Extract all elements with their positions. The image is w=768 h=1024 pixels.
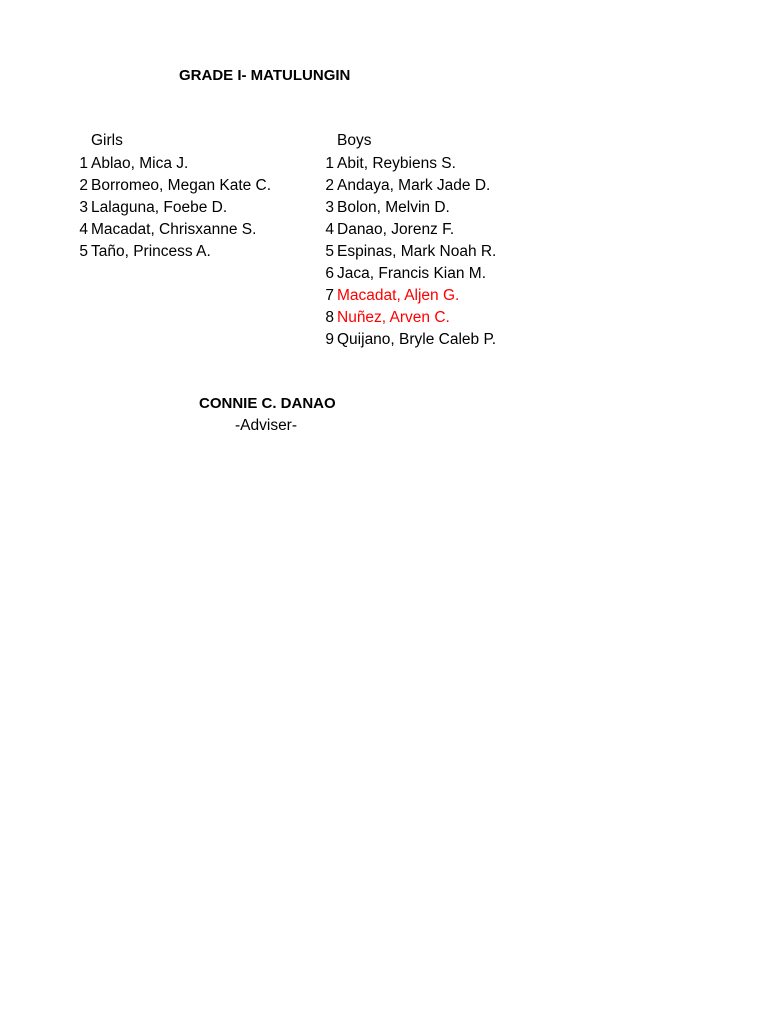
girls-list-item	[70, 219, 271, 241]
student-name: Quijano, Bryle Caleb P.	[337, 331, 497, 348]
student-name: Danao, Jorenz F.	[337, 221, 455, 238]
page-title: GRADE I- MATULUNGIN	[179, 67, 351, 84]
boys-list-item-highlighted	[316, 307, 496, 329]
student-name: Andaya, Mark Jade D.	[337, 177, 491, 194]
boys-list-item	[316, 329, 496, 351]
boys-column-header: Boys	[337, 132, 372, 149]
student-name: Lalaguna, Foebe D.	[91, 199, 228, 216]
student-name: Macadat, Chrisxanne S.	[91, 221, 257, 238]
row-number: 3	[325, 199, 334, 216]
girls-list-item	[70, 175, 271, 197]
row-number: 3	[79, 199, 88, 216]
student-name: Nuñez, Arven C.	[337, 309, 450, 326]
boys-list	[316, 153, 496, 351]
row-number: 7	[325, 287, 334, 304]
boys-list-item	[316, 197, 496, 219]
adviser-name: CONNIE C. DANAO	[199, 395, 336, 412]
row-number: 4	[79, 221, 88, 238]
student-name: Bolon, Melvin D.	[337, 199, 450, 216]
student-name: Macadat, Aljen G.	[337, 287, 460, 304]
boys-list-item	[316, 175, 496, 197]
girls-list-item	[70, 153, 271, 175]
boys-list-item	[316, 153, 496, 175]
student-name: Ablao, Mica J.	[91, 155, 189, 172]
row-number: 5	[79, 243, 88, 260]
row-number: 2	[325, 177, 334, 194]
row-number: 8	[325, 309, 334, 326]
row-number: 2	[79, 177, 88, 194]
row-number: 5	[325, 243, 334, 260]
row-number: 1	[79, 155, 88, 172]
row-number: 1	[325, 155, 334, 172]
row-number: 9	[325, 331, 334, 348]
adviser-role: -Adviser-	[235, 417, 298, 434]
student-name: Abit, Reybiens S.	[337, 155, 456, 172]
girls-column-header: Girls	[91, 132, 123, 149]
row-number: 6	[325, 265, 334, 282]
student-name: Jaca, Francis Kian M.	[337, 265, 487, 282]
girls-list-item	[70, 241, 271, 263]
student-name: Taño, Princess A.	[91, 243, 211, 260]
girls-list-item	[70, 197, 271, 219]
boys-list-item	[316, 219, 496, 241]
boys-list-item	[316, 241, 496, 263]
student-name: Espinas, Mark Noah R.	[337, 243, 497, 260]
student-name: Borromeo, Megan Kate C.	[91, 177, 272, 194]
boys-list-item	[316, 263, 496, 285]
boys-list-item-highlighted	[316, 285, 496, 307]
girls-list	[70, 153, 271, 263]
row-number: 4	[325, 221, 334, 238]
